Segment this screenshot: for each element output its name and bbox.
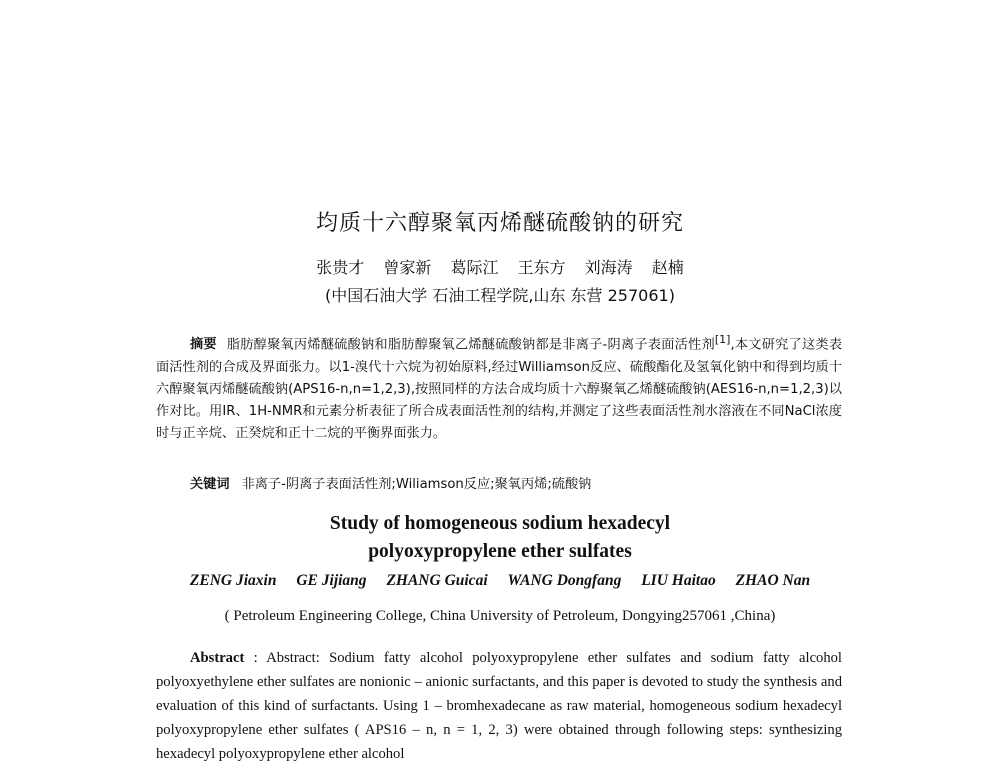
title-english — [0, 510, 1000, 566]
abstract-cn-label: 摘要 — [190, 337, 217, 353]
authors-chinese — [0, 255, 1000, 278]
keywords-cn-label: 关键词 — [190, 477, 230, 492]
author-en: WANG Dongfang — [507, 572, 622, 589]
citation-ref: [1] — [714, 333, 731, 346]
abstract-cn-text-cont: ,本文研究了这类表面活性剂的合成及界面张力。以1-溴代十六烷为初始原料,经过Williamson反应、硫酸酯化及氢氧化钠中和得到均质十六醇聚氧丙烯醚硫酸钠(APS16-n,n=1,2,3),按照同样的方法合成均质十六醇聚氧乙烯醚硫酸钠(AES16-n,n=1,2,3)以作对比。用IR、1H-NMR和元素分析表征了所合成表面活性剂的结构,并测定了这些表面活性剂水溶液在不同NaCl浓度时与正辛烷、正癸烷和正十二烷的平衡界面张力。 — [156, 337, 843, 442]
affiliation-english: ( Petroleum Engineering College, China University of Petroleum, Dongying257061 ,China) — [224, 608, 776, 624]
abstract-cn-text: 脂肪醇聚氧丙烯醚硫酸钠和脂肪醇聚氧乙烯醚硫酸钠都是非离子-阴离子表面活性剂 — [226, 337, 715, 353]
author-cn: 曾家新 — [383, 258, 432, 277]
author-cn: 张贵才 — [316, 258, 365, 277]
keywords-cn-text: 非离子-阴离子表面活性剂;Wiliamson反应;聚氧丙烯;硫酸钠 — [241, 477, 592, 492]
keywords-chinese — [190, 473, 840, 492]
title-en-line: polyoxypropylene ether sulfates — [368, 541, 632, 562]
abstract-en-text: : Abstract: Sodium fatty alcohol polyoxypropylene ether sulfates and sodium fatty alcohol polyoxyethylene ether sulfates are nonionic – anionic surfactants, and this paper is devoted to study the synthesis and evaluation of this kind of surfactants. Using 1 – bromhexadecane as raw material, homogeneous sodium hexadecyl polyoxypropylene ether sulfates ( APS16 – n, n = 1, 2, 3) were obtained through following steps: synthesizing hexadecyl polyoxypropylene ether alcohol — [156, 650, 842, 762]
abstract-chinese — [156, 329, 842, 445]
title-en-line: Study of homogeneous sodium hexadecyl — [329, 513, 671, 534]
author-cn: 葛际江 — [450, 258, 499, 277]
title-chinese: 均质十六醇聚氧丙烯醚硫酸钠的研究 — [315, 211, 684, 236]
author-cn: 王东方 — [517, 258, 566, 277]
author-en: LIU Haitao — [641, 572, 716, 589]
author-en: ZHANG Guicai — [386, 572, 488, 589]
author-en: ZHAO Nan — [735, 572, 811, 589]
author-cn: 刘海涛 — [584, 258, 633, 277]
affiliation-chinese: (中国石油大学 石油工程学院,山东 东营 257061) — [325, 286, 675, 305]
abstract-en-label: Abstract — [190, 650, 245, 666]
abstract-english — [156, 646, 842, 766]
author-en: ZENG Jiaxin — [189, 572, 277, 589]
authors-english — [0, 572, 1000, 590]
author-cn: 赵楠 — [651, 258, 684, 277]
author-en: GE Jijiang — [296, 572, 367, 589]
